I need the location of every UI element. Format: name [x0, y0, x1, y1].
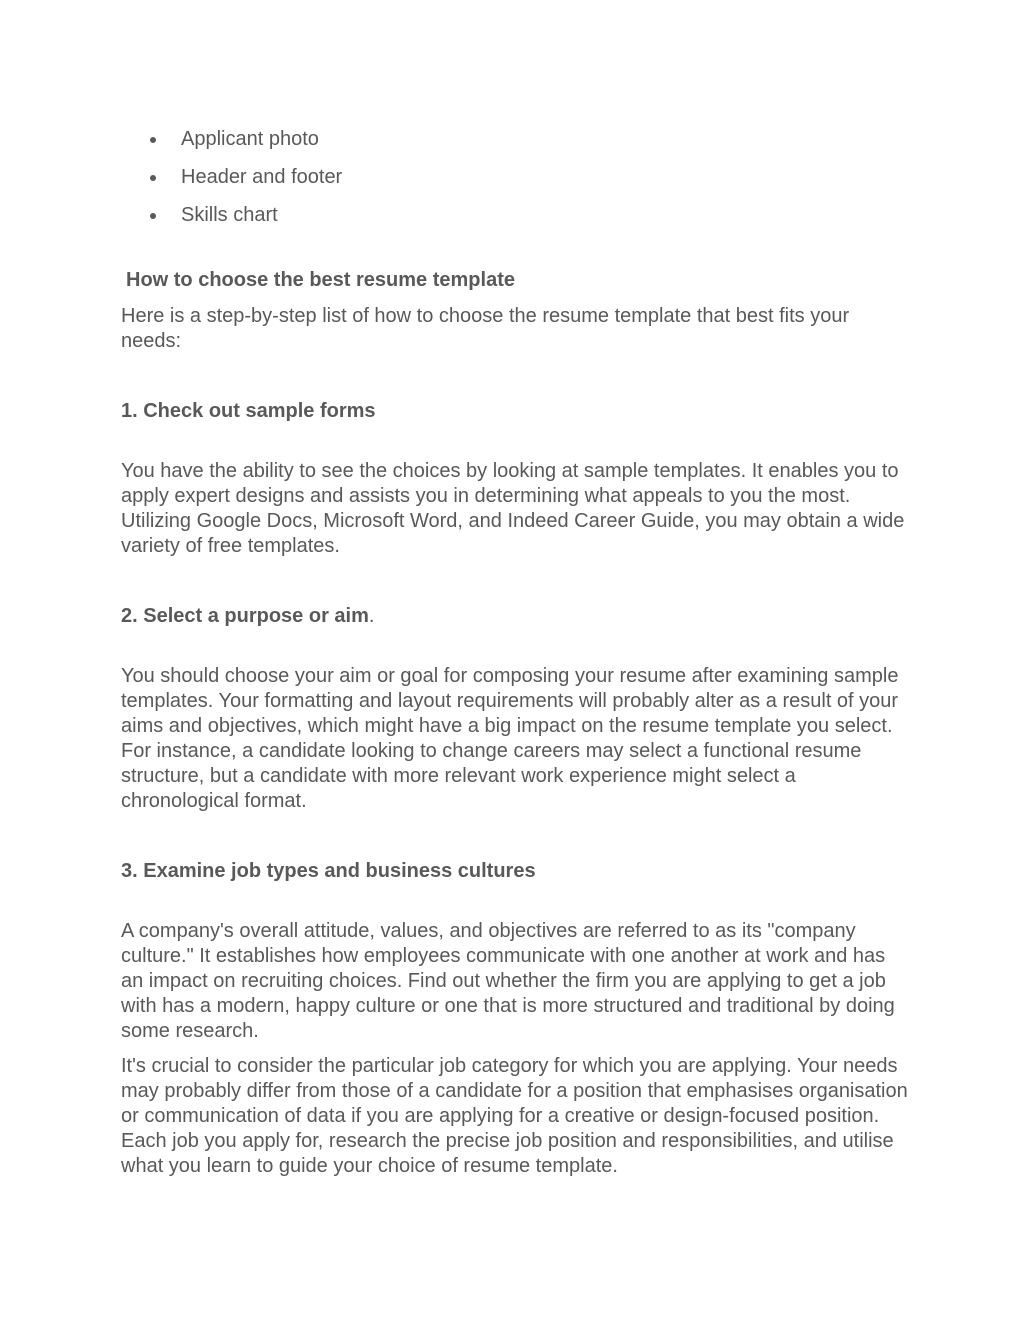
step-3-heading-text: 3. Examine job types and business cultures [121, 860, 536, 882]
step-3-paragraph-2: It's crucial to consider the particular job category for which you are applying. Your needs may probably differ from those of a candidate for a position that emphasises organisation or communication of data if you are applying for a creative or design-focused position. Each job you apply for, research the precise job position and responsibilities, and utilise what you learn to guide your choice of resume template. [121, 1055, 908, 1177]
section-intro: Here is a step-by-step list of how to choose the resume template that best fits your needs: [121, 305, 850, 352]
bullet-text: Skills chart [181, 204, 278, 226]
section-title: How to choose the best resume template [126, 269, 515, 291]
bullet-item [140, 196, 342, 234]
step-1-heading-text: 1. Check out sample forms [121, 400, 376, 422]
bullet-dot-icon [150, 213, 156, 219]
step-2-paragraph: You should choose your aim or goal for composing your resume after examining sample templates. Your formatting and layout requirements will probably alter as a result of your aims and objectives, which might have a big impact on the resume template you select. For instance, a candidate looking to change careers may select a functional resume structure, but a candidate with more relevant work experience might select a chronological format. [121, 665, 899, 812]
feature-bullet-list [140, 120, 342, 234]
step-1-heading [121, 399, 911, 424]
step-1-paragraph: You have the ability to see the choices by looking at sample templates. It enables you to apply expert designs and assists you in determining what appeals to you the most. Utilizing Google Docs, Microsoft Word, and Indeed Career Guide, you may obtain a wide variety of free templates. [121, 460, 905, 557]
bullet-dot-icon [150, 175, 156, 181]
step-2-heading [121, 604, 911, 629]
step-2-heading-suffix: . [368, 605, 375, 627]
bullet-item [140, 120, 342, 158]
bullet-text: Applicant photo [181, 128, 319, 150]
bullet-item [140, 158, 342, 196]
step-3-heading [121, 859, 911, 884]
step-3-paragraph-1: A company's overall attitude, values, and objectives are referred to as its "company culture." It establishes how employees communicate with one another at work and has an impact on recruiting choices. Find out whether the firm you are applying to get a job with has a modern, happy culture or one that is more structured and traditional by doing some research. [121, 920, 895, 1042]
step-2-heading-text: 2. Select a purpose or aim [121, 605, 369, 627]
bullet-text: Header and footer [181, 166, 343, 188]
bullet-dot-icon [150, 137, 156, 143]
